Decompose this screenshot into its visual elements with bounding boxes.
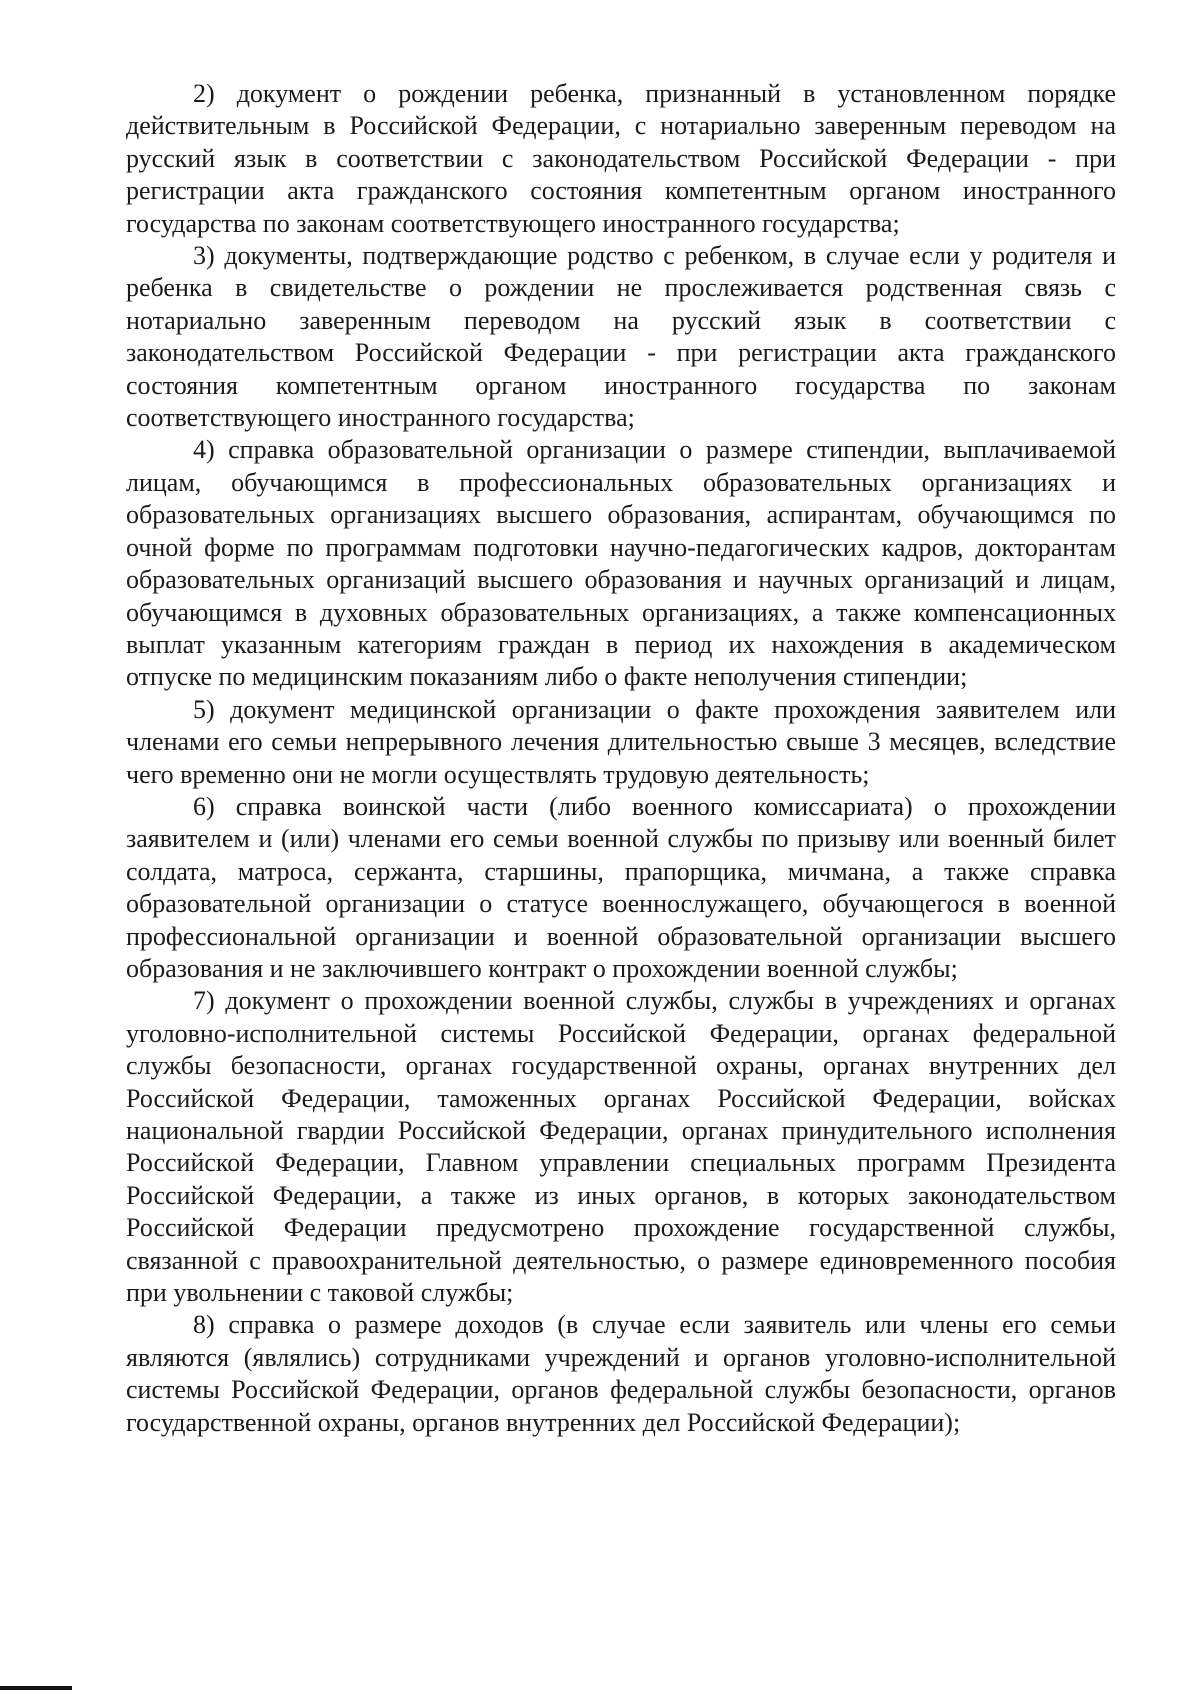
list-item-6: 6) справка воинской части (либо военного комиссариата) о прохождении заявителем и (или) членами его семьи военной службы по призыву или военный билет солдата, матроса, сержанта, старшины, прапорщика, мичмана, а также справка образовательной организации о статусе военнослужащего, обучающегося в военной профессиональной организации и военной образовательной организации высшего образования и не заключившего контракт о прохождении военной службы;: [126, 791, 1116, 983]
scan-edge-mark: [0, 1686, 72, 1690]
list-item-3: 3) документы, подтверждающие родство с ребенком, в случае если у родителя и ребенка в свидетельстве о рождении не прослеживается родственная связь с нотариально заверенным переводом на русский язык в соответствии с законодательством Российской Федерации - при регистрации акта гражданского состояния компетентным органом иностранного государства по законам соответствующего иностранного государства;: [126, 241, 1116, 433]
list-item-7: 7) документ о прохождении военной службы, службы в учреждениях и органах уголовно-исполнительной системы Российской Федерации, органах федеральной службы безопасности, органах государственной охраны, органах внутренних дел Российской Федерации, таможенных органах Российской Федерации, войсках национальной гвардии Российской Федерации, органах принудительного исполнения Российской Федерации, Главном управлении специальных программ Президента Российской Федерации, а также из иных органов, в которых законодательством Российской Федерации предусмотрено прохождение государственной службы, связанной с правоохранительной деятельностью, о размере единовременного пособия при увольнении с таковой службы;: [126, 986, 1116, 1308]
list-item-2: 2) документ о рождении ребенка, признанный в установленном порядке действительным в Российской Федерации, с нотариально заверенным переводом на русский язык в соответствии с законодательством Российской Федерации - при регистрации акта гражданского состояния компетентным органом иностранного государства по законам соответствующего иностранного государства;: [126, 79, 1116, 238]
document-body: [126, 78, 1116, 1439]
list-item-4: 4) справка образовательной организации о размере стипендии, выплачиваемой лицам, обучающимся в профессиональных образовательных организациях и образовательных организациях высшего образования, аспирантам, обучающимся по очной форме по программам подготовки научно-педагогических кадров, докторантам образовательных организаций высшего образования и научных организаций и лицам, обучающимся в духовных образовательных организациях, а также компенсационных выплат указанным категориям граждан в период их нахождения в академическом отпуске по медицинским показаниям либо о факте неполучения стипендии;: [126, 435, 1116, 692]
list-item-5: 5) документ медицинской организации о факте прохождения заявителем или членами его семьи непрерывного лечения длительностью свыше 3 месяцев, вследствие чего временно они не могли осуществлять трудовую деятельность;: [126, 694, 1116, 789]
list-item-8: 8) справка о размере доходов (в случае если заявитель или члены его семьи являются (являлись) сотрудниками учреждений и органов уголовно-исполнительной системы Российской Федерации, органов федеральной службы безопасности, органов государственной охраны, органов внутренних дел Российской Федерации);: [126, 1310, 1116, 1437]
